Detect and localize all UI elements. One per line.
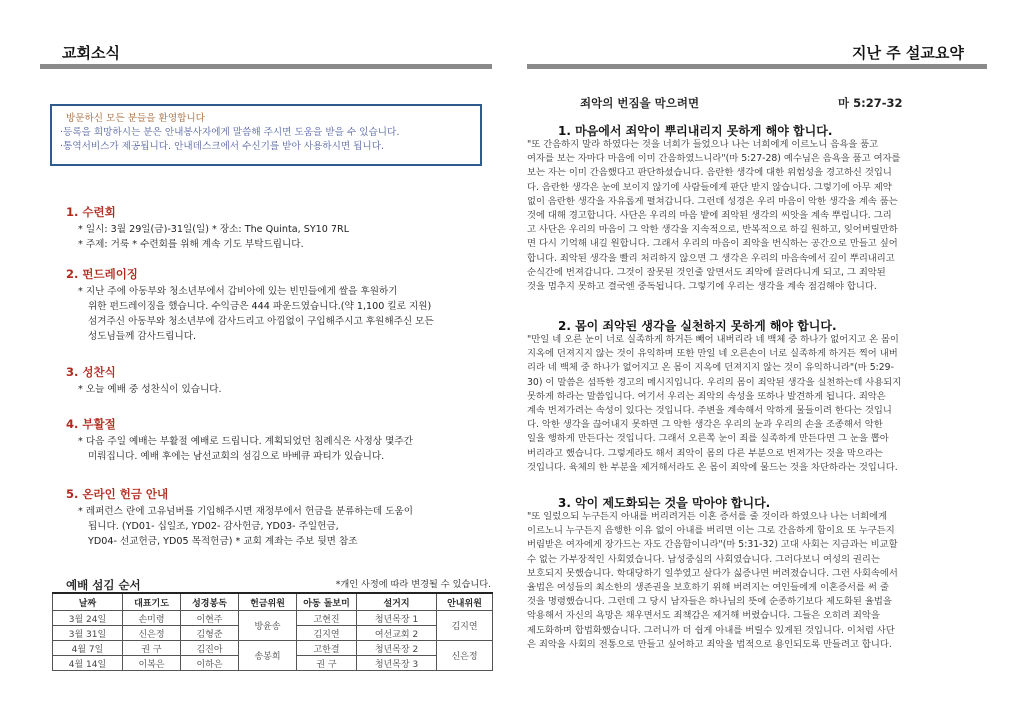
text-line: 못하게 하라는 말씀입니다. 여기서 우리는 죄악의 속성을 또하나 발견하게 됩니다. 죄악은 xyxy=(527,390,886,402)
table-cell: 권 구 xyxy=(123,641,181,656)
text-line: 보호되지 못했습니다. 학대당하기 일쑤였고 살다가 싫증나면 버려졌습니다. 그런 사회속에서 xyxy=(527,567,898,579)
notice-fundraising xyxy=(66,266,496,344)
sermon-point-heading: 2. 몸이 죄악된 생각을 실천하지 못하게 해야 합니다. xyxy=(558,319,837,333)
notice-line: YD04- 선교헌금, YD05 목적헌금) * 교회 계좌는 주보 뒷면 참조 xyxy=(88,536,358,547)
sermon-paragraph xyxy=(527,333,973,475)
notice-line: 미뤄집니다. 예배 후에는 남선교회의 섬김으로 바베큐 파티가 있습니다. xyxy=(88,451,385,462)
text-line: 은 죄악을 사회의 전통으로 만들고 싶어하고 죄악을 법적으로 용인되도록 만들려고 합니다. xyxy=(527,638,892,650)
schedule-table xyxy=(52,592,493,671)
notice-line: 성도님들께 감사드립니다. xyxy=(88,331,197,342)
text-line: "또 간음하지 말라 하였다는 것을 너희가 들었으나 나는 너희에게 이르노니 음욕을 품고 xyxy=(527,139,879,150)
table-cell: 방윤송 xyxy=(239,611,297,641)
text-line: 제도화하며 합법화했습니다. 그러니까 더 쉽게 아내를 버릴수 있게된 것입니다. 이처럼 사단 xyxy=(527,624,895,636)
text-line: 지옥에 던져지지 않는 것이 유익하며 또한 만일 네 오른손이 너로 실족하게 하거든 찍어 내버 xyxy=(527,348,898,360)
sermon-title: 죄악의 번짐을 막으려면 xyxy=(580,96,700,110)
table-cell: 이하은 xyxy=(181,656,239,671)
column-header: 대표기도 xyxy=(123,593,181,611)
table-cell: 신은정 xyxy=(437,641,493,671)
table-cell: 여선교회 2 xyxy=(357,626,437,641)
table-row xyxy=(53,611,493,626)
notice-communion xyxy=(66,364,496,397)
text-line: 다. 음란한 생각은 눈에 보이지 않기에 사람들에게 판단 받지 않습니다. 그렇기에 아무 제약 xyxy=(527,181,892,193)
right-header-title: 지난 주 설교요약 xyxy=(852,44,964,62)
text-line: 버림받은 여자에게 장가드는 자도 간음함이니라"(마 5:31-32) 고대 사회는 지금과는 비교할 xyxy=(527,539,898,551)
notice-line: * 지난 주에 아동부와 청소년부에서 갑비아에 있는 빈민들에게 쌀을 후원하기 xyxy=(78,286,398,297)
notice-title: 5. 온라인 헌금 안내 xyxy=(66,487,169,501)
right-header-rule xyxy=(527,64,987,69)
table-cell: 고현진 xyxy=(297,611,357,626)
table-cell: 이복은 xyxy=(123,656,181,671)
text-line: 것입니다. 육체의 한 부분을 제거해서라도 온 몸이 죄악에 물드는 것을 차단하라는 것입니다. xyxy=(527,461,898,473)
column-header: 안내위원 xyxy=(437,593,493,611)
text-line: 일을 행하게 만든다는 것입니다. 그래서 오른쪽 눈이 죄를 실족하게 만든다면 그 눈을 뽑아 xyxy=(527,433,889,445)
table-header-row xyxy=(53,593,493,611)
table-cell: 김지연 xyxy=(437,611,493,641)
text-line: 없이 음란한 생각을 자유롭게 펼쳐갑니다. 그런데 성경은 우리 마음이 악한 생각을 계속 품는 xyxy=(527,195,898,207)
text-line: 여자를 보는 자마다 마음에 이미 간음하였느니라"(마 5:27-28) 예수님은 음욕을 품고 여자를 xyxy=(527,153,901,165)
table-cell: 3월 24일 xyxy=(53,611,123,626)
notice-title: 1. 수련회 xyxy=(66,205,116,219)
notice-easter xyxy=(66,416,496,464)
table-cell: 4월 14일 xyxy=(53,656,123,671)
notice-online-offering xyxy=(66,486,496,549)
text-line: 것에 대해 경고합니다. 사단은 우리의 마음 밭에 죄악된 생각의 씨앗을 계속 뿌립니다. 그리 xyxy=(527,210,892,222)
welcome-line: ·통역서비스가 제공됩니다. 안내데스크에서 수신기를 받아 사용하시면 됩니다. xyxy=(60,141,385,152)
text-line: 것을 멈추지 못하고 결국엔 중독됩니다. 그렇기에 우리는 생각을 계속 점검해야 합니다. xyxy=(527,281,877,293)
schedule-note: *개인 사정에 따라 변경될 수 있습니다. xyxy=(335,579,491,590)
text-line: 합니다. 죄악된 생각을 빨리 처리하지 않으면 그 생각은 우리의 마음속에서 깊이 뿌리내리고 xyxy=(527,252,895,264)
table-cell: 김형준 xyxy=(181,626,239,641)
notice-line: * 주제: 거룩 * 수련회를 위해 계속 기도 부탁드립니다. xyxy=(78,239,304,250)
sermon-point-heading: 3. 악이 제도화되는 것을 막아야 합니다. xyxy=(558,496,771,510)
text-line: 면 다시 기억해 내길 원합니다. 그래서 우리의 마음이 죄악을 번식하는 공간으로 만들고 싶어 xyxy=(527,238,898,250)
table-cell: 손미령 xyxy=(123,611,181,626)
column-header: 날짜 xyxy=(53,593,123,611)
sermon-reference: 마 5:27-32 xyxy=(838,96,903,110)
text-line: 계속 번져가려는 속성이 있다는 것입니다. 주변을 계속해서 악하게 물들이려 한다는 것입니 xyxy=(527,405,892,417)
text-line: 이르노니 누구든지 음행한 이유 없이 아내를 버리면 이는 그로 간음하게 함이요 또 누구든지 xyxy=(527,525,895,537)
sermon-point-heading: 1. 마음에서 죄악이 뿌리내리지 못하게 해야 합니다. xyxy=(558,124,833,138)
notice-line: 됩니다. (YD01- 십일조, YD02- 감사헌금, YD03- 주일헌금, xyxy=(88,521,339,532)
text-line: 고 사단은 우리의 마음이 그 악한 생각을 지속적으로, 반복적으로 하길 원하고, 잊어버릴만하 xyxy=(527,224,898,236)
welcome-box xyxy=(50,104,482,166)
table-cell: 이현주 xyxy=(181,611,239,626)
table-cell: 김진아 xyxy=(181,641,239,656)
text-line: 것을 명령했습니다. 그런데 그 당시 남자들은 하나님의 뜻에 순종하기보다 제도화된 율법을 xyxy=(527,596,892,608)
column-header: 아동 돌보미 xyxy=(297,593,357,611)
table-cell: 청년목장 3 xyxy=(357,656,437,671)
text-line: 30) 이 말씀은 섬뜩한 경고의 메시지입니다. 우리의 몸이 죄악된 생각을 실천하는데 사용되지 xyxy=(527,376,902,388)
table-cell: 송봉희 xyxy=(239,641,297,671)
text-line: 율법은 여성들의 최소한의 생존권을 보호하기 위해 버려지는 여인들에게 이혼증서를 써 줄 xyxy=(527,582,889,594)
welcome-line: 방문하신 모든 분들을 환영합니다 xyxy=(66,113,205,124)
notice-line: * 레퍼런스 란에 고유넘버를 기입해주시면 재정부에서 헌금을 분류하는데 도움이 xyxy=(78,506,414,517)
notice-line: 섬겨주신 아동부와 청소년부에 감사드리고 아낌없이 구입해주시고 후원해주신 모든 xyxy=(88,316,434,327)
schedule-header xyxy=(66,574,491,593)
notice-line: * 오늘 예배 중 성찬식이 있습니다. xyxy=(78,384,222,395)
notice-title: 4. 부활절 xyxy=(66,417,116,431)
notice-line: * 일시: 3월 29일(금)-31일(일) * 장소: The Quinta, SY10 7RL xyxy=(78,224,350,235)
text-line: 악용해서 자신의 욕망은 채우면서도 죄책감은 제거해 버렸습니다. 그들은 오히려 죄악을 xyxy=(527,610,880,622)
notice-retreat xyxy=(66,204,496,252)
notice-line: 위한 펀드레이징을 했습니다. 수익금은 444 파운드였습니다.(약 1,100 킬로 지원) xyxy=(88,301,432,312)
text-line: 순식간에 번져갑니다. 그것이 잘못된 것인줄 알면서도 죄악에 끌려다니게 되고, 그 죄악된 xyxy=(527,266,886,278)
column-header: 성경봉독 xyxy=(181,593,239,611)
table-cell: 4월 7일 xyxy=(53,641,123,656)
text-line: 버리라고 했습니다. 그렇게라도 해서 죄악이 몸의 다른 부분으로 번져가는 것을 막으라는 xyxy=(527,447,883,459)
column-header: 헌금위원 xyxy=(239,593,297,611)
table-cell: 권 구 xyxy=(297,656,357,671)
text-line: 리라 네 백체 중 하나가 없어지고 온 몸이 지옥에 던져지지 않는 것이 유익하니라"(마 5:29- xyxy=(527,362,894,374)
left-header-title: 교회소식 xyxy=(62,44,120,62)
notice-title: 2. 펀드레이징 xyxy=(66,267,138,281)
table-cell: 3월 31일 xyxy=(53,626,123,641)
column-header: 설거지 xyxy=(357,593,437,611)
table-cell: 청년목장 1 xyxy=(357,611,437,626)
welcome-line: ·등록을 희망하시는 분은 안내봉사자에게 말씀해 주시면 도움을 받을 수 있습니다. xyxy=(60,127,400,138)
text-line: 수 없는 가부장적인 사회였습니다. 남성중심의 사회였습니다. 그러다보니 여성의 권리는 xyxy=(527,553,880,565)
sermon-paragraph xyxy=(527,138,973,294)
table-row xyxy=(53,641,493,656)
left-header-rule xyxy=(40,64,492,69)
table-cell: 청년목장 2 xyxy=(357,641,437,656)
table-cell: 신은정 xyxy=(123,626,181,641)
schedule-title: 예배 섬김 순서 xyxy=(66,578,141,592)
text-line: 보는 자는 이미 간음했다고 판단하셨습니다. 음란한 생각에 대한 위험성을 경고하신 것입니 xyxy=(527,167,892,179)
table-cell: 고한결 xyxy=(297,641,357,656)
text-line: 다. 악한 생각을 끊어내지 못하면 그 악한 생각은 우리의 눈과 우리의 손을 조종해서 악한 xyxy=(527,419,883,431)
sermon-paragraph xyxy=(527,510,973,652)
text-line: "만일 네 오른 눈이 너로 실족하게 하거든 빼어 내버리라 네 백체 중 하나가 없어지고 온 몸이 xyxy=(527,334,899,345)
notice-title: 3. 성찬식 xyxy=(66,365,116,379)
text-line: "또 일렀으되 누구든지 아내를 버리려거든 이혼 증서를 줄 것이라 하였으나 나는 너희에게 xyxy=(527,511,888,522)
notice-line: * 다음 주일 예배는 부활절 예배로 드립니다. 계획되었던 침례식은 사정상 몇주간 xyxy=(78,436,413,447)
table-cell: 김지연 xyxy=(297,626,357,641)
